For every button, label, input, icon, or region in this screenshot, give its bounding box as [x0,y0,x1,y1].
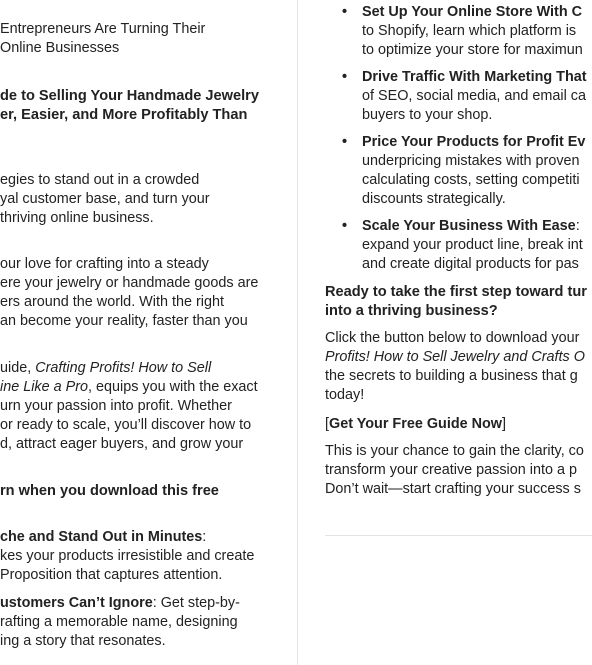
text-line: transform your creative passion into a p [325,462,577,478]
text-line [362,68,587,87]
list-item-body [362,217,583,274]
text-span: : [202,529,207,545]
bullet-title: ustomers Can’t Ignore [0,595,153,611]
text-line: our love for crafting into a steady [0,256,209,272]
list-item [0,594,240,651]
text-line: or ready to scale, you’ll discover how to [0,417,252,433]
text-span: uide, [0,360,36,376]
text-line: ing a story that resonates. [0,633,166,649]
text-line [362,217,583,236]
text-line: discounts strategically. [362,191,506,207]
text-line [325,415,506,434]
list-item [0,528,254,585]
list-item-body [362,133,585,209]
text-line: kes your products irresistible and create [0,548,255,564]
bullet-dot: • [342,134,348,150]
text-line: and create digital products for pas [362,256,579,272]
paragraph [0,359,258,454]
text-line: today! [325,387,365,403]
text-line: calculating costs, setting competiti [362,172,580,188]
bullet-title: Price Your Products for Profit Ev [362,134,586,150]
cta-line [325,415,506,434]
bullet-title: che and Stand Out in Minutes [0,529,203,545]
intro-text [0,20,205,58]
section-heading [0,87,259,125]
text-line: This is your chance to gain the clarity, co [325,443,584,459]
column-divider [297,0,298,665]
paragraph [325,442,584,499]
text-line: Click the button below to download your [325,330,580,346]
text-line [0,594,240,613]
text-line: urn your passion into profit. Whether [0,398,232,414]
bullet-title: Set Up Your Online Store With C [362,4,583,20]
text-span: : Get step-by- [152,595,240,611]
section-heading [0,482,219,501]
bullet-dot: • [342,218,348,234]
bullet-dot: • [342,4,348,20]
text-line [325,348,585,367]
text-line: Don’t wait—start crafting your success s [325,481,581,497]
text-line: ers around the world. With the right [0,294,224,310]
bracket: [ [325,416,329,432]
book-title: Crafting Profits! How to Sell [35,360,212,376]
text-line: egies to stand out in a crowded [0,172,200,188]
text-span: , equips you with the exact [88,379,258,395]
text-line: yal customer base, and turn your [0,191,210,207]
text-line: Proposition that captures attention. [0,567,223,583]
heading-line: de to Selling Your Handmade Jewelry [0,88,259,104]
heading-line: er, Easier, and More Profitably Than [0,107,248,123]
text-line: the secrets to building a business that g [325,368,578,384]
section-heading [325,283,587,321]
get-guide-link[interactable]: Get Your Free Guide Now [329,416,502,432]
bullet-title: Drive Traffic With Marketing That [362,69,587,85]
book-title: ine Like a Pro [0,379,88,395]
list-item-body [362,68,587,125]
text-line: an become your reality, faster than you [0,313,248,329]
text-line: buyers to your shop. [362,107,493,123]
paragraph [325,329,585,405]
text-line: thriving online business. [0,210,154,226]
bullet-dot: • [342,69,348,85]
text-line [0,378,258,397]
text-line [0,528,254,547]
text-line [362,3,583,22]
text-line [362,133,585,152]
text-line: d, attract eager buyers, and grow your [0,436,244,452]
list-item-body [362,3,583,60]
text-line: expand your product line, break int [362,237,583,253]
text-line: of SEO, social media, and email ca [362,88,586,104]
book-title: Profits! How to Sell Jewelry and Crafts O [325,349,585,365]
text-line: underpricing mistakes with proven [362,153,580,169]
text-line [0,359,258,378]
bullet-title: Scale Your Business With Ease [362,218,576,234]
text-line: rafting a memorable name, designing [0,614,238,630]
text-span: : [575,218,580,234]
paragraph [0,171,210,228]
text-line: to Shopify, learn which platform is [362,23,577,39]
text-line: Online Businesses [0,40,120,56]
horizontal-divider [325,535,592,536]
paragraph [0,255,258,331]
heading-line: Ready to take the first step toward tur [325,284,587,300]
text-line: to optimize your store for maximun [362,42,583,58]
text-line: Entrepreneurs Are Turning Their [0,21,206,37]
heading-line: rn when you download this free [0,483,219,499]
bracket: ] [501,416,506,432]
heading-line: into a thriving business? [325,303,498,319]
text-line: ere your jewelry or handmade goods are [0,275,259,291]
